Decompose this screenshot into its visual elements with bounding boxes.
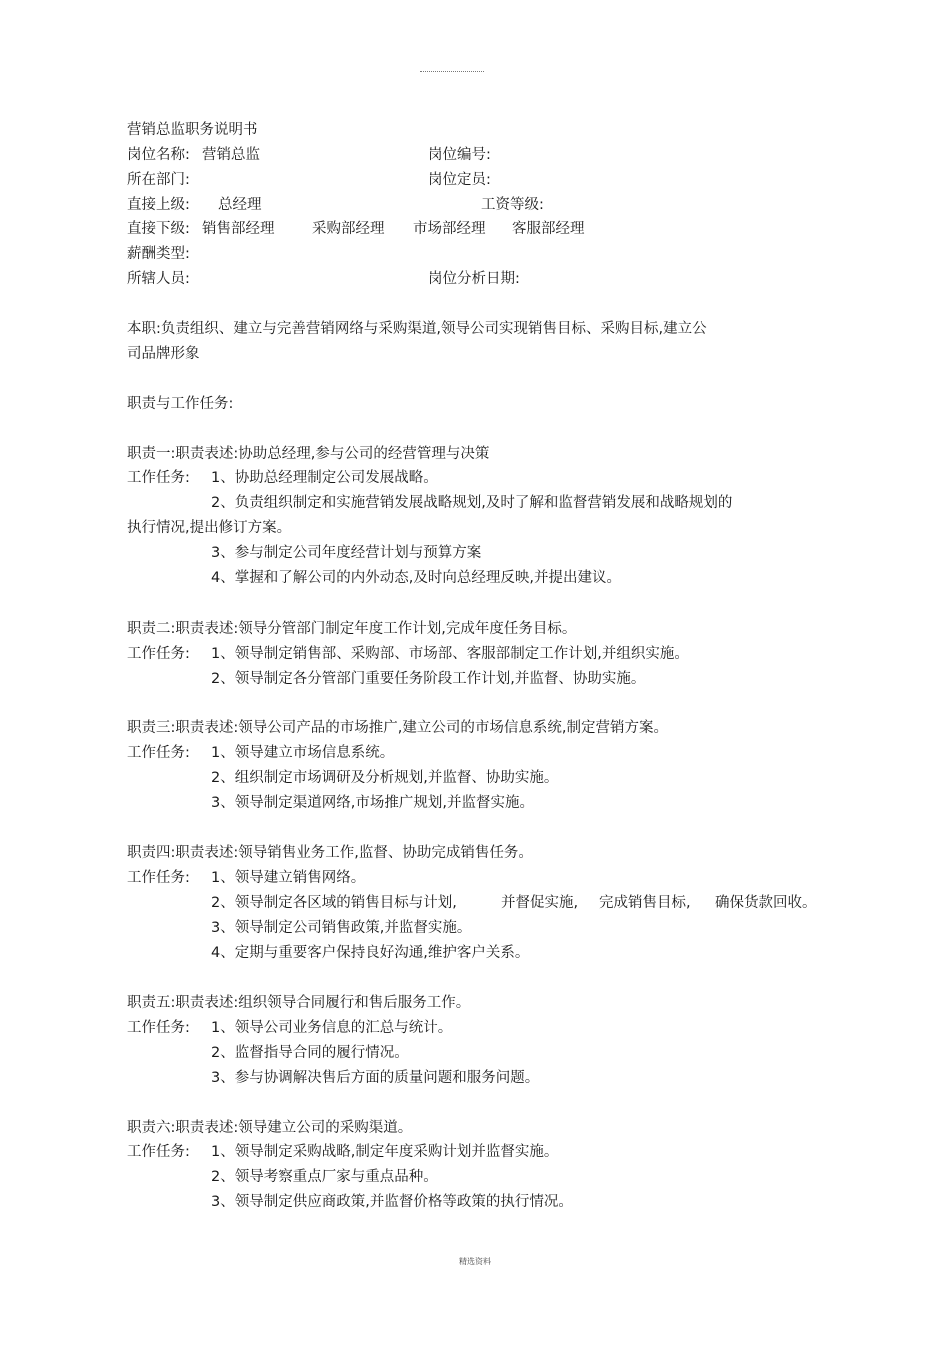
staff-label: 所辖人员: xyxy=(127,271,190,287)
task-item: 3、领导制定公司销售政策,并监督实施。 xyxy=(211,920,472,936)
duty-heading: 职责一:职责表述:协助总经理,参与公司的经营管理与决策 xyxy=(127,446,490,462)
task-continuation: 执行情况,提出修订方案。 xyxy=(127,520,292,536)
duty-heading: 职责三:职责表述:领导公司产品的市场推广,建立公司的市场信息系统,制定营销方案。 xyxy=(127,720,668,736)
position-name-value: 营销总监 xyxy=(202,147,260,163)
task-item: 2、领导制定各分管部门重要任务阶段工作计划,并监督、协助实施。 xyxy=(211,671,646,687)
task-item: 1、领导公司业务信息的汇总与统计。 xyxy=(211,1020,453,1036)
duty-summary-line2: 司品牌形象 xyxy=(127,346,200,362)
subordinate-service: 客服部经理 xyxy=(512,221,585,237)
task-item: 4、掌握和了解公司的内外动态,及时向总经理反映,并提出建议。 xyxy=(211,570,621,586)
document-title: 营销总监职务说明书 xyxy=(127,122,258,138)
task-item: 2、监督指导合同的履行情况。 xyxy=(211,1045,409,1061)
task-item-part: 完成销售目标, xyxy=(599,895,691,911)
task-label: 工作任务: xyxy=(127,870,190,886)
page-footer: 精选资料 xyxy=(459,1257,491,1266)
pay-type-label: 薪酬类型: xyxy=(127,246,190,262)
analysis-date-label: 岗位分析日期: xyxy=(428,271,520,287)
task-item: 2、领导制定各区域的销售目标与计划, xyxy=(211,895,457,911)
task-item: 2、组织制定市场调研及分析规划,并监督、协助实施。 xyxy=(211,770,559,786)
task-item: 1、领导制定销售部、采购部、市场部、客服部制定工作计划,并组织实施。 xyxy=(211,646,689,662)
task-label: 工作任务: xyxy=(127,1144,190,1160)
subordinate-market: 市场部经理 xyxy=(413,221,486,237)
department-label: 所在部门: xyxy=(127,172,190,188)
task-item-part: 确保货款回收。 xyxy=(715,895,817,911)
salary-grade-label: 工资等级: xyxy=(481,197,544,213)
superior-label: 直接上级: xyxy=(127,197,190,213)
task-label: 工作任务: xyxy=(127,646,190,662)
duty-heading: 职责六:职责表述:领导建立公司的采购渠道。 xyxy=(127,1120,413,1136)
position-no-label: 岗位编号: xyxy=(428,147,491,163)
task-item: 2、领导考察重点厂家与重点品种。 xyxy=(211,1169,438,1185)
task-item: 1、领导建立市场信息系统。 xyxy=(211,745,395,761)
subordinate-purchase: 采购部经理 xyxy=(312,221,385,237)
task-item: 3、领导制定渠道网络,市场推广规划,并监督实施。 xyxy=(211,795,534,811)
duty-heading: 职责四:职责表述:领导销售业务工作,监督、协助完成销售任务。 xyxy=(127,845,533,861)
task-item: 2、负责组织制定和实施营销发展战略规划,及时了解和监督营销发展和战略规划的 xyxy=(211,495,733,511)
duty-summary-line1: 本职:负责组织、建立与完善营销网络与采购渠道,领导公司实现销售目标、采购目标,建立公 xyxy=(127,321,707,337)
task-label: 工作任务: xyxy=(127,745,190,761)
duty-heading: 职责五:职责表述:组织领导合同履行和售后服务工作。 xyxy=(127,995,471,1011)
task-item: 4、定期与重要客户保持良好沟通,维护客户关系。 xyxy=(211,945,530,961)
task-item: 1、协助总经理制定公司发展战略。 xyxy=(211,470,438,486)
subordinate-sales: 销售部经理 xyxy=(202,221,275,237)
header-divider xyxy=(420,71,484,72)
task-item: 3、参与协调解决售后方面的质量问题和服务问题。 xyxy=(211,1070,540,1086)
task-item-part: 并督促实施, xyxy=(501,895,579,911)
task-label: 工作任务: xyxy=(127,470,190,486)
duties-heading: 职责与工作任务: xyxy=(127,396,234,412)
superior-value: 总经理 xyxy=(218,197,262,213)
task-item: 3、参与制定公司年度经营计划与预算方案 xyxy=(211,545,482,561)
duty-heading: 职责二:职责表述:领导分管部门制定年度工作计划,完成年度任务目标。 xyxy=(127,621,577,637)
task-item: 1、领导建立销售网络。 xyxy=(211,870,366,886)
headcount-label: 岗位定员: xyxy=(428,172,491,188)
position-name-label: 岗位名称: xyxy=(127,147,190,163)
task-label: 工作任务: xyxy=(127,1020,190,1036)
task-item: 3、领导制定供应商政策,并监督价格等政策的执行情况。 xyxy=(211,1194,573,1210)
task-item: 1、领导制定采购战略,制定年度采购计划并监督实施。 xyxy=(211,1144,559,1160)
subordinate-label: 直接下级: xyxy=(127,221,190,237)
